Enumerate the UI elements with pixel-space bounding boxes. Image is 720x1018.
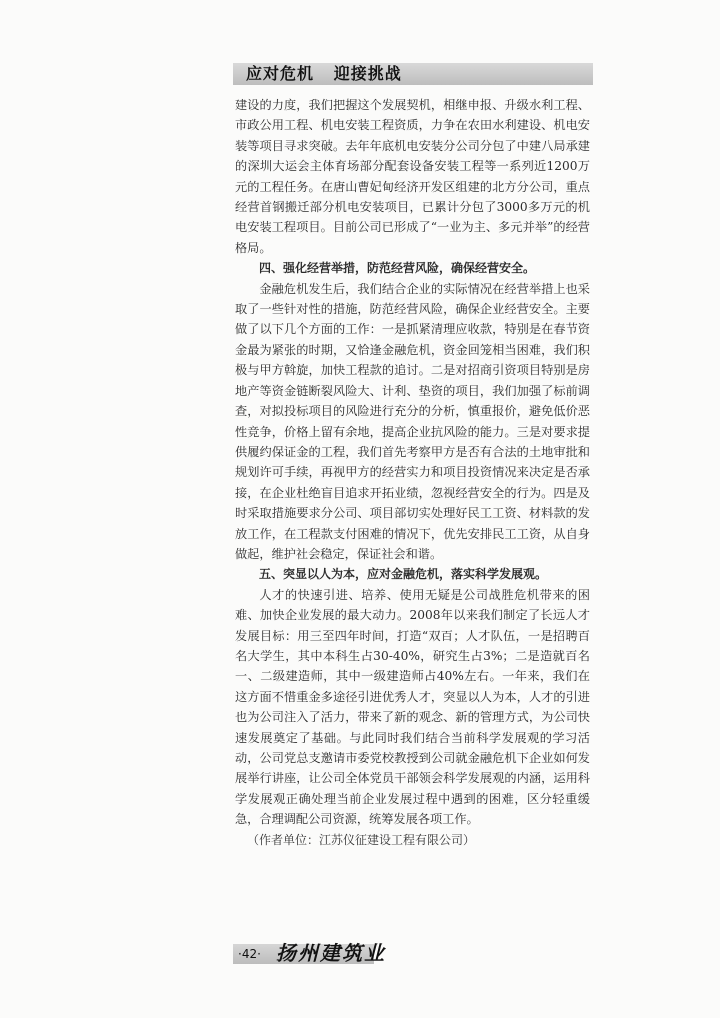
page-number: ·42·: [238, 947, 261, 961]
section-heading: 四、强化经营举措，防范经营风险，确保经营安全。: [259, 261, 536, 276]
article-paragraph: 金融危机发生后，我们结合企业的实际情况在经营举措上也采取了一些针对性的措施，防范经营风险，确保企业经营安全。主要做了以下几个方面的工作：一是抓紧清理应收款，特别是在春节资金最为紧张的时期，又恰逢金融危机，资金回笼相当困难，我们积极与甲方斡旋，加快工程款的追讨。二是对招商引资项目特别是房地产等资金链断裂风险大、计利、垫资的项目，我们加强了标前调查，对拟投标项目的风险进行充分的分析，慎重报价，避免低价恶性竞争，价格上留有余地，提高企业抗风险的能力。三是对要求提供履约保证金的工程，我们首先考察甲方是否有合法的土地审批和规划许可手续，再视甲方的经营实力和项目投资情况来决定是否承接，在企业杜绝盲目追求开拓业绩，忽视经营安全的行为。四是及时采取措施要求分公司、项目部切实处理好民工工资、材料款的发放工作，在工程款支付困难的情况下，优先安排民工工资，从自身做起，维护社会稳定，保证社会和谐。: [235, 281, 590, 561]
magazine-logo: 扬州建筑业: [276, 941, 386, 965]
page-header-title: 应对危机 迎接挑战: [246, 64, 402, 83]
article-body: [235, 95, 590, 850]
section-heading: 五、突显以人为本，应对金融危机，落实科学发展观。: [259, 567, 548, 582]
article-paragraph: 人才的快速引进、培养、使用无疑是公司战胜危机带来的困难、加快企业发展的最大动力。2008年以来我们制定了长远人才发展目标：用三至四年时间，打造“双百；人才队伍，一是招聘百名大学生，其中本科生占30-40%，研究生占3%；二是造就百名一、二级建造师，其中一级建造师占40%左右。一年来，我们在这方面不惜重金多途径引进优秀人才，突显以人为本，人才的引进也为公司注入了活力，带来了新的观念、新的管理方式，为公司快速发展奠定了基础。与此同时我们结合当前科学发展观的学习活动，公司党总支邀请市委党校教授到公司就金融危机下企业如何发展举行讲座，让公司全体党员干部领会科学发展观的内涵，运用科学发展观正确处理当前企业发展过程中遇到的困难，区分轻重缓急，合理调配公司资源，统筹发展各项工作。: [235, 587, 590, 827]
article-paragraph: 建设的力度，我们把握这个发展契机，相继申报、升级水利工程、市政公用工程、机电安装工程资质，力争在农田水利建设、机电安装等项目寻求突破。去年年底机电安装分公司分包了中建八局承建的深圳大运会主体育场部分配套设备安装工程等一系列近1200万元的工程任务。在唐山曹妃甸经济开发区组建的北方分公司，重点经营首钢搬迁部分机电安装项目，已累计分包了3000多万元的机电安装工程项目。目前公司已形成了“一业为主、多元并举”的经营格局。: [235, 98, 590, 255]
author-affiliation: （作者单位：江苏仪征建设工程有限公司）: [247, 832, 476, 847]
